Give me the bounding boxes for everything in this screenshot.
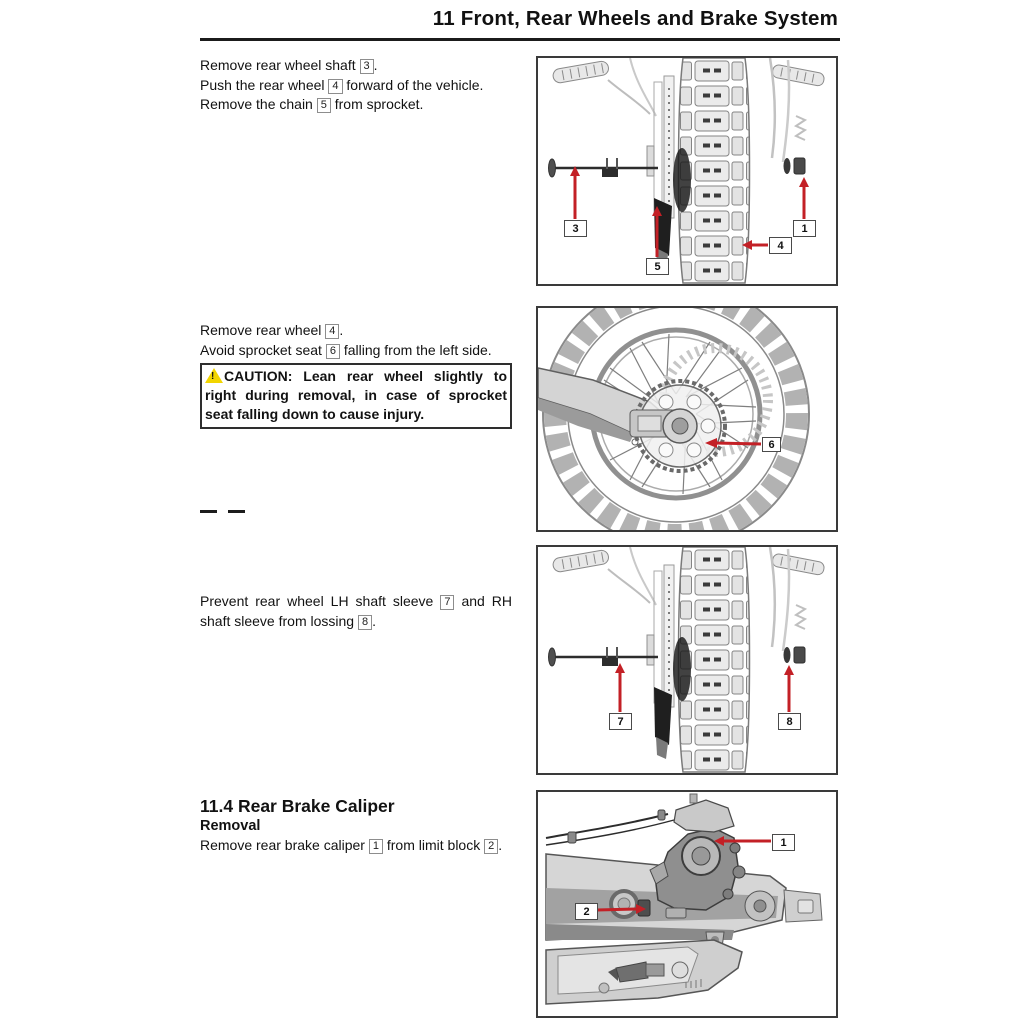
callout-ref: 4 xyxy=(328,79,342,94)
callout-ref: 6 xyxy=(326,344,340,359)
wheel-rear-view-drawing xyxy=(538,547,836,773)
instruction-line: Remove rear wheel shaft 3 . xyxy=(200,57,378,73)
instruction-line: Prevent rear wheel LH shaft sleeve 7 and RH shaft sleeve from lossing 8 . xyxy=(200,593,513,629)
caution-box xyxy=(200,363,512,429)
figure-rear-wheel-shaft-removal xyxy=(536,56,838,286)
callout-ref: 8 xyxy=(358,615,372,630)
callout-box: 5 xyxy=(646,258,669,275)
callout-box: 7 xyxy=(609,713,632,730)
wheel-closeup-drawing xyxy=(538,308,836,530)
instruction-line: Avoid sprocket seat 6 falling from the left side. xyxy=(200,341,492,358)
caution-label: CAUTION: xyxy=(224,368,293,384)
callout-ref: 2 xyxy=(484,839,498,854)
figure-rear-brake-caliper xyxy=(536,790,838,1018)
callout-box: 6 xyxy=(762,437,781,452)
instruction-line: Remove the chain 5 from sprocket. xyxy=(200,96,424,112)
caution-text: Lean rear wheel slightly to right during removal, in case of sprocket seat falling down to cause injury. xyxy=(205,368,507,422)
callout-ref: 3 xyxy=(360,59,374,74)
callout-box: 4 xyxy=(769,237,792,254)
callout-box: 1 xyxy=(772,834,795,851)
callout-ref: 7 xyxy=(440,595,454,610)
header-rule xyxy=(200,38,840,41)
figure-sprocket-seat-location xyxy=(536,306,838,532)
instructions-sprocket-seat xyxy=(200,321,512,429)
instruction-line: Push the rear wheel 4 forward of the vehicle. xyxy=(200,76,484,93)
figure-wheel-shaft-sleeves xyxy=(536,545,838,775)
page-title: 11 Front, Rear Wheels and Brake System xyxy=(432,7,838,30)
instruction-line: Remove rear wheel 4 . xyxy=(200,322,344,338)
callout-ref: 4 xyxy=(325,324,339,339)
separator-dashes xyxy=(200,500,260,518)
instructions-wheel-shaft xyxy=(200,56,512,115)
callout-box: 2 xyxy=(575,903,598,920)
callout-ref: 1 xyxy=(369,839,383,854)
callout-box: 3 xyxy=(564,220,587,237)
callout-box: 8 xyxy=(778,713,801,730)
instructions-shaft-sleeves xyxy=(200,592,512,631)
callout-box: 1 xyxy=(793,220,816,237)
section-subheading: Removal xyxy=(200,817,261,834)
warning-triangle-icon: ! xyxy=(205,368,223,383)
section-heading: 11.4 Rear Brake Caliper xyxy=(200,796,395,816)
instruction-line: Remove rear brake caliper 1 from limit block 2 . xyxy=(200,837,503,853)
section-rear-brake-caliper xyxy=(200,797,512,856)
callout-ref: 5 xyxy=(317,98,331,113)
